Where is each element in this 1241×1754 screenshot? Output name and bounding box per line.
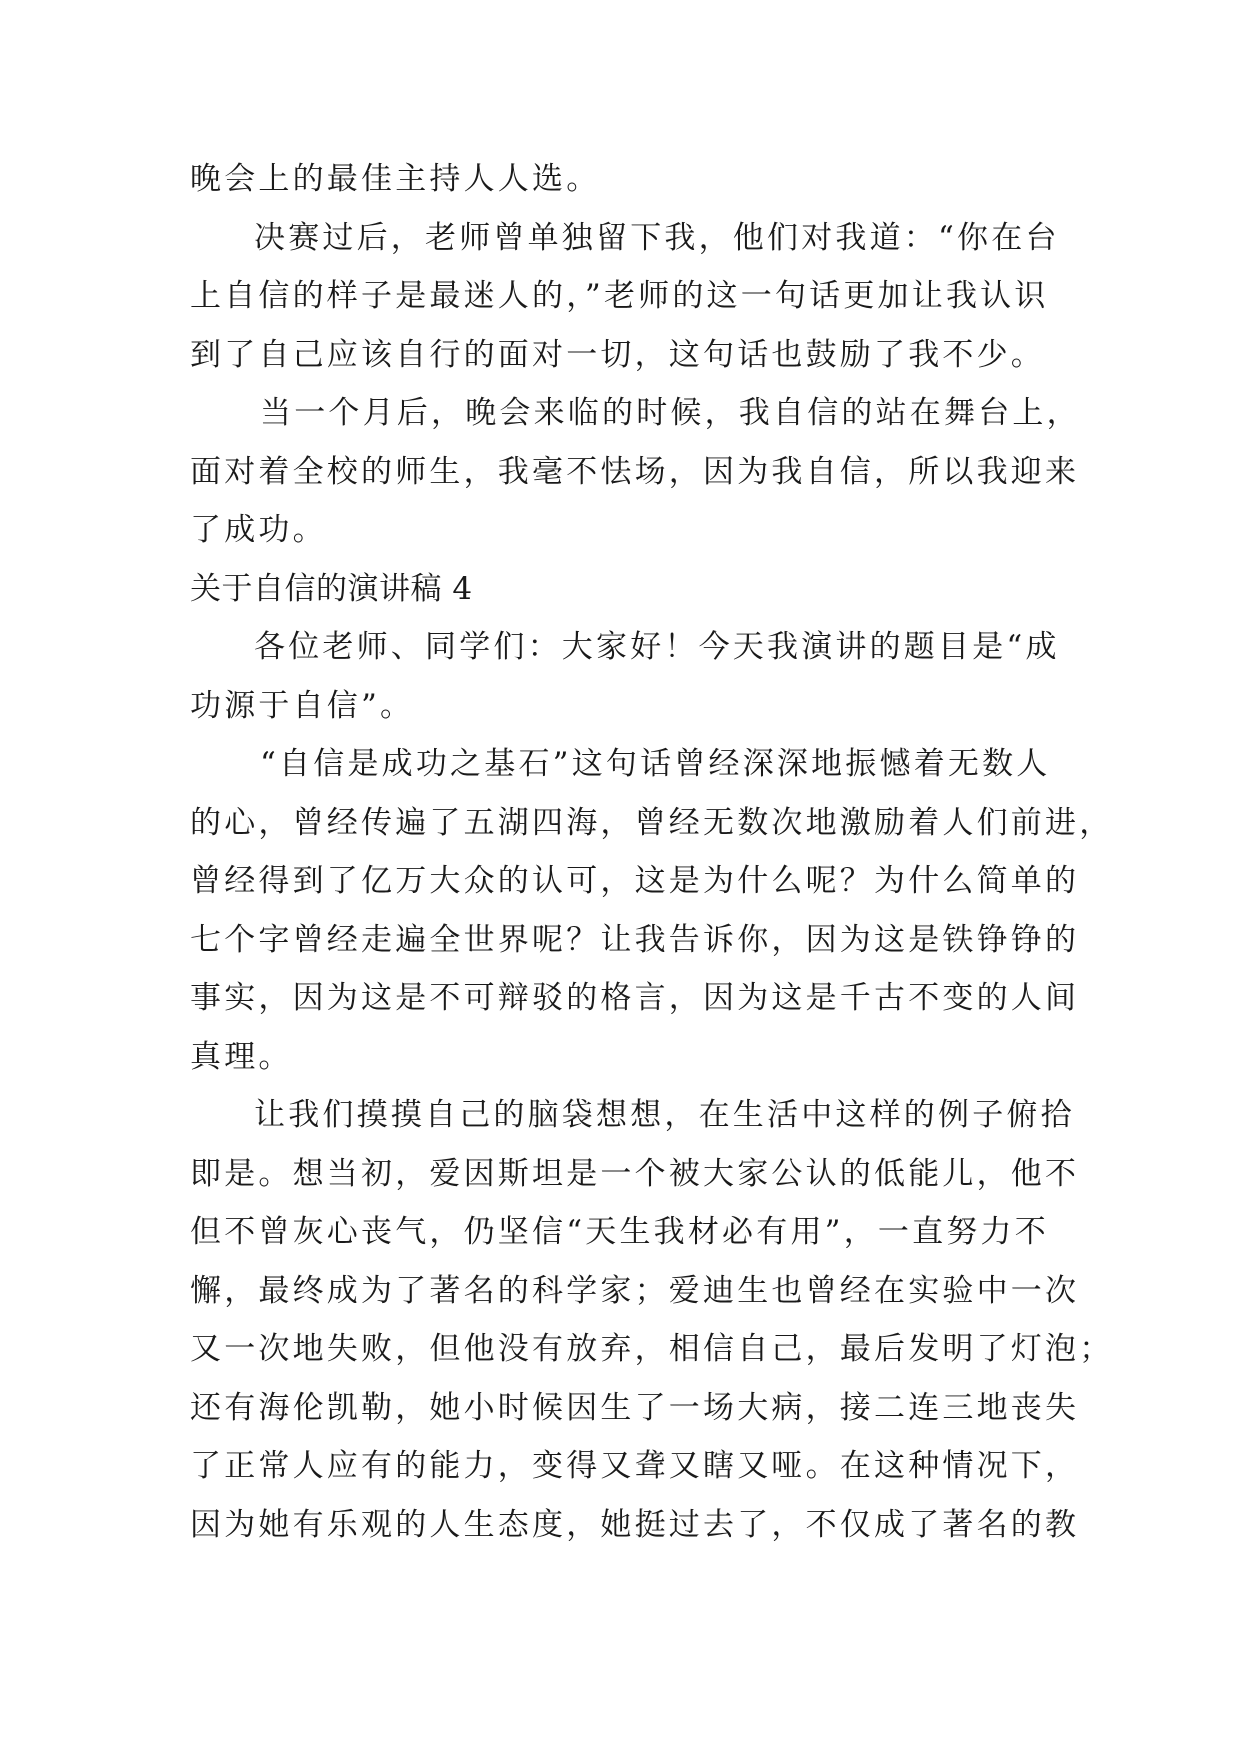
section-heading: 关于自信的演讲稿 4 [190, 570, 473, 607]
text-line: 又一次地失败，但他没有放弃，相信自己，最后发明了灯泡； [190, 1331, 1114, 1367]
text-line: 曾经得到了亿万大众的认可，这是为什么呢？为什么简单的 [190, 863, 1080, 899]
text-line: 七个字曾经走遍全世界呢？让我告诉你，因为这是铁铮铮的 [190, 921, 1080, 958]
text-line: 还有海伦凯勒，她小时候因生了一场大病，接二连三地丧失 [190, 1389, 1080, 1426]
text-line: 因为她有乐观的人生态度，她挺过去了，不仅成了著名的教 [190, 1506, 1080, 1543]
paragraph-start-line: 各位老师、同学们：大家好！今天我演讲的题目是“成 [254, 629, 1060, 665]
text-line: 了正常人应有的能力，变得又聋又瞎又哑。在这种情况下， [190, 1448, 1080, 1484]
paragraph-start-line: 决赛过后，老师曾单独留下我，他们对我道：“你在台 [254, 219, 1060, 256]
paragraph-start-line: “自信是成功之基石”这句话曾经深深地振憾着无数人 [260, 746, 1051, 782]
document-body [190, 150, 1114, 1554]
text-line: 晚会上的最佳主持人人选。 [190, 161, 601, 197]
text-line: 的心，曾经传遍了五湖四海，曾经无数次地激励着人们前进， [190, 804, 1114, 841]
text-line: 面对着全校的师生，我毫不怯场，因为我自信，所以我迎来 [190, 453, 1080, 490]
text-line: 上自信的样子是最迷人的，”老师的这一句话更加让我认识 [190, 278, 1049, 314]
text-line: 但不曾灰心丧气，仍坚信“天生我材必有用”，一直努力不 [190, 1214, 1049, 1250]
text-line: 到了自己应该自行的面对一切，这句话也鼓励了我不少。 [190, 336, 1045, 373]
text-line: 了成功。 [190, 512, 327, 548]
paragraph-start-line: 让我们摸摸自己的脑袋想想，在生活中这样的例子俯拾 [254, 1097, 1075, 1133]
text-line: 即是。想当初，爱因斯坦是一个被大家公认的低能儿，他不 [190, 1155, 1080, 1192]
text-line: 懈，最终成为了著名的科学家；爱迪生也曾经在实验中一次 [190, 1272, 1080, 1309]
text-line: 真理。 [190, 1038, 293, 1075]
text-line: 事实，因为这是不可辩驳的格言，因为这是千古不变的人间 [190, 980, 1080, 1016]
text-line: 功源于自信”。 [190, 687, 415, 724]
paragraph-start-line: 当一个月后，晚会来临的时候，我自信的站在舞台上， [260, 395, 1081, 431]
